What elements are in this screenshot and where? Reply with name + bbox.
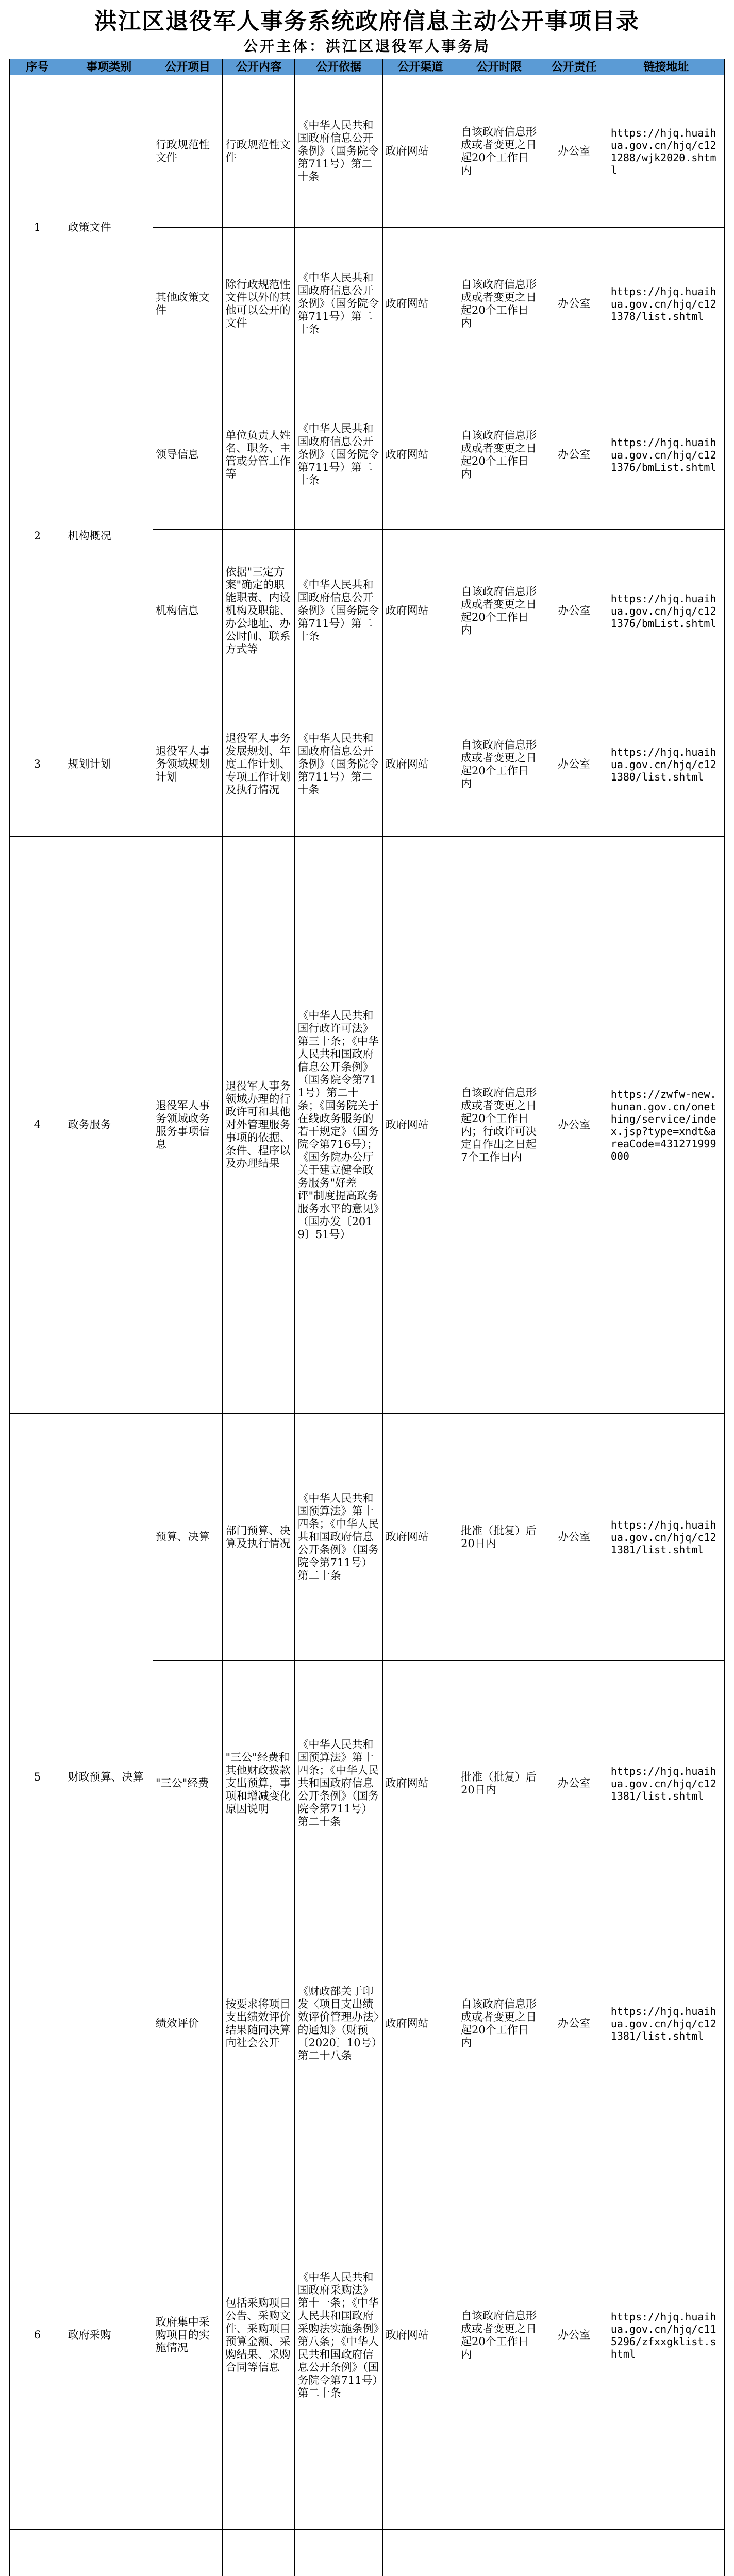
- table-row: [10, 2141, 725, 2530]
- header-channel: 公开渠道: [382, 59, 458, 75]
- row-category: [65, 2530, 153, 2576]
- row-link[interactable]: https://hjq.huaihua.gov.cn/hjq/c121381/list.shtml: [608, 1906, 724, 2141]
- row-responsible: 办公室: [540, 1414, 608, 1661]
- row-content: 依据"三定方案"确定的职能职责、内设机构及职能、办公地址、办公时间、联系方式等: [223, 530, 295, 692]
- row-number: [10, 2530, 65, 2576]
- row-number: 1: [10, 75, 65, 380]
- row-basis: 《中华人民共和国预算法》第十四条；《中华人民共和国政府信息公开条例》（国务院令第711号）第二十条: [295, 1414, 382, 1661]
- row-item: 预算、决算: [153, 1414, 223, 1661]
- row-time: 自该政府信息形成或者变更之日起20个工作日内: [458, 530, 540, 692]
- row-content: [223, 2530, 295, 2576]
- table-row: [10, 837, 725, 1414]
- row-item: "三公"经费: [153, 1661, 223, 1906]
- row-basis: [295, 2530, 382, 2576]
- row-link[interactable]: https://hjq.huaihua.gov.cn/hjq/c121376/bmList.shtml: [608, 380, 724, 530]
- header-category: 事项类别: [65, 59, 153, 75]
- row-item: 机构信息: [153, 530, 223, 692]
- row-category: 规划计划: [65, 692, 153, 837]
- table-row: [10, 2530, 725, 2576]
- row-channel: 政府网站: [382, 2141, 458, 2530]
- page-title: 洪江区退役军人事务系统政府信息主动公开事项目录: [94, 8, 640, 35]
- table-row: [10, 692, 725, 837]
- row-time: [458, 2530, 540, 2576]
- row-item: 其他政策文件: [153, 228, 223, 380]
- row-responsible: 办公室: [540, 228, 608, 380]
- row-link[interactable]: https://hjq.huaihua.gov.cn/hjq/c115296/zfxxgklist.shtml: [608, 2141, 724, 2530]
- row-basis: 《中华人民共和国政府信息公开条例》（国务院令第711号）第二十条: [295, 228, 382, 380]
- row-time: 自该政府信息形成或者变更之日起20个工作日内: [458, 380, 540, 530]
- row-channel: 政府网站: [382, 692, 458, 837]
- row-item: 退役军人事务领域政务服务事项信息: [153, 837, 223, 1414]
- row-time: 批准（批复）后20日内: [458, 1661, 540, 1906]
- row-responsible: 办公室: [540, 837, 608, 1414]
- row-content: 单位负责人姓名、职务、主管或分管工作等: [223, 380, 295, 530]
- header-content: 公开内容: [223, 59, 295, 75]
- row-time: 自该政府信息形成或者变更之日起20个工作日内: [458, 2141, 540, 2530]
- row-responsible: [540, 2530, 608, 2576]
- row-category: 机构概况: [65, 380, 153, 692]
- row-content: 退役军人事务发展规划、年度工作计划、专项工作计划及执行情况: [223, 692, 295, 837]
- row-basis: 《中华人民共和国政府采购法》第十一条；《中华人民共和国政府采购法实施条例》第八条；《中华人民共和国政府信息公开条例》（国务院令第711号）第二十条: [295, 2141, 382, 2530]
- row-link[interactable]: https://hjq.huaihua.gov.cn/hjq/c121380/list.shtml: [608, 692, 724, 837]
- row-category: 政策文件: [65, 75, 153, 380]
- row-content: 除行政规范性文件以外的其他可以公开的文件: [223, 228, 295, 380]
- row-link[interactable]: https://hjq.huaihua.gov.cn/hjq/c121378/list.shtml: [608, 228, 724, 380]
- row-item: 退役军人事务领域规划计划: [153, 692, 223, 837]
- row-link[interactable]: [608, 2530, 724, 2576]
- row-link[interactable]: https://hjq.huaihua.gov.cn/hjq/c121381/list.shtml: [608, 1661, 724, 1906]
- page-subtitle: 公开主体：洪江区退役军人事务局: [243, 38, 491, 55]
- header-link: 链接地址: [608, 59, 724, 75]
- row-content: 行政规范性文件: [223, 75, 295, 228]
- row-time: 自该政府信息形成或者变更之日起20个工作日内: [458, 228, 540, 380]
- row-category: 政府采购: [65, 2141, 153, 2530]
- row-responsible: 办公室: [540, 530, 608, 692]
- row-channel: 政府网站: [382, 1661, 458, 1906]
- row-content: "三公"经费和其他财政拨款支出预算，事项和增减变化原因说明: [223, 1661, 295, 1906]
- header-time: 公开时限: [458, 59, 540, 75]
- header-basis: 公开依据: [295, 59, 382, 75]
- row-time: 自该政府信息形成或者变更之日起20个工作日内: [458, 692, 540, 837]
- table-row: [10, 380, 725, 530]
- table-header-row: [10, 59, 725, 75]
- row-item: 领导信息: [153, 380, 223, 530]
- row-basis: 《中华人民共和国政府信息公开条例》（国务院令第711号）第二十条: [295, 75, 382, 228]
- row-category: 财政预算、决算: [65, 1414, 153, 2141]
- header-responsible: 公开责任: [540, 59, 608, 75]
- row-time: 自该政府信息形成或者变更之日起20个工作日内: [458, 1906, 540, 2141]
- row-content: 按要求将项目支出绩效评价结果随同决算向社会公开: [223, 1906, 295, 2141]
- row-category: 政务服务: [65, 837, 153, 1414]
- row-basis: 《中华人民共和国政府信息公开条例》（国务院令第711号）第二十条: [295, 530, 382, 692]
- row-link[interactable]: https://hjq.huaihua.gov.cn/hjq/c121288/wjk2020.shtml: [608, 75, 724, 228]
- row-time: 自该政府信息形成或者变更之日起20个工作日内；行政许可决定自作出之日起7个工作日内: [458, 837, 540, 1414]
- row-responsible: 办公室: [540, 380, 608, 530]
- row-time: 自该政府信息形成或者变更之日起20个工作日内: [458, 75, 540, 228]
- row-channel: 政府网站: [382, 75, 458, 228]
- row-channel: 政府网站: [382, 530, 458, 692]
- row-channel: 政府网站: [382, 228, 458, 380]
- row-item: [153, 2530, 223, 2576]
- catalog-page: [9, 0, 725, 2576]
- row-responsible: 办公室: [540, 2141, 608, 2530]
- row-content: 部门预算、决算及执行情况: [223, 1414, 295, 1661]
- row-basis: 《中华人民共和国预算法》第十四条；《中华人民共和国政府信息公开条例》（国务院令第711号）第二十条: [295, 1661, 382, 1906]
- row-item: 政府集中采购项目的实施情况: [153, 2141, 223, 2530]
- row-responsible: 办公室: [540, 1906, 608, 2141]
- row-responsible: 办公室: [540, 692, 608, 837]
- row-link[interactable]: https://hjq.huaihua.gov.cn/hjq/c121381/list.shtml: [608, 1414, 724, 1661]
- row-content: 退役军人事务领域办理的行政许可和其他对外管理服务事项的依据、条件、程序以及办理结果: [223, 837, 295, 1414]
- row-number: 4: [10, 837, 65, 1414]
- row-content: 包括采购项目公告、采购文件、采购项目预算金额、采购结果、采购合同等信息: [223, 2141, 295, 2530]
- row-number: 3: [10, 692, 65, 837]
- row-number: 6: [10, 2141, 65, 2530]
- row-item: 绩效评价: [153, 1906, 223, 2141]
- row-channel: 政府网站: [382, 837, 458, 1414]
- row-channel: [382, 2530, 458, 2576]
- row-link[interactable]: https://zwfw-new.hunan.gov.cn/onething/service/index.jsp?type=xndt&areaCode=431271999000: [608, 837, 724, 1414]
- table-row: [10, 75, 725, 228]
- row-responsible: 办公室: [540, 75, 608, 228]
- row-basis: 《中华人民共和国行政许可法》第三十条；《中华人民共和国政府信息公开条例》（国务院令第711号）第二十条；《国务院关于在线政务服务的若干规定》（国务院令第716号）；《国务院办公厅关于建立健全政务服务"好差评"制度提高政务服务水平的意见》（国办发〔2019〕51号）: [295, 837, 382, 1414]
- row-number: 5: [10, 1414, 65, 2141]
- row-link[interactable]: https://hjq.huaihua.gov.cn/hjq/c121376/bmList.shtml: [608, 530, 724, 692]
- catalog-table: [9, 59, 725, 2576]
- row-channel: 政府网站: [382, 1906, 458, 2141]
- table-row: [10, 1414, 725, 1661]
- row-basis: 《中华人民共和国政府信息公开条例》（国务院令第711号）第二十条: [295, 692, 382, 837]
- row-number: 2: [10, 380, 65, 692]
- row-basis: 《中华人民共和国政府信息公开条例》（国务院令第711号）第二十条: [295, 380, 382, 530]
- row-basis: 《财政部关于印发〈项目支出绩效评价管理办法〉的通知》（财预〔2020〕10号）第二十八条: [295, 1906, 382, 2141]
- row-item: 行政规范性文件: [153, 75, 223, 228]
- row-responsible: 办公室: [540, 1661, 608, 1906]
- row-channel: 政府网站: [382, 380, 458, 530]
- header-no: 序号: [10, 59, 65, 75]
- row-time: 批准（批复）后20日内: [458, 1414, 540, 1661]
- header-item: 公开项目: [153, 59, 223, 75]
- row-channel: 政府网站: [382, 1414, 458, 1661]
